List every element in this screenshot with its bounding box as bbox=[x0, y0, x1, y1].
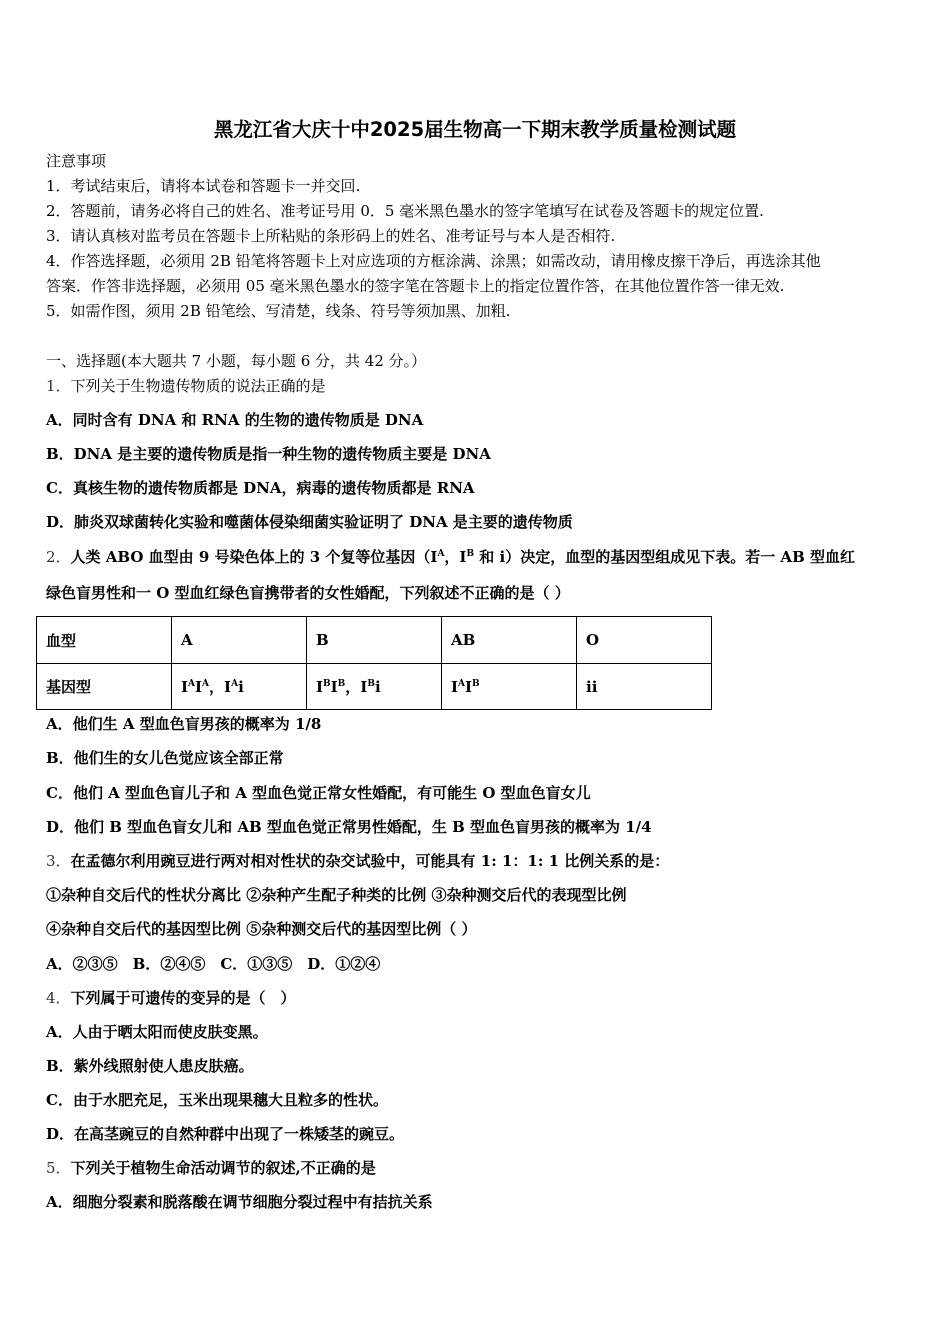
question-number: 4． bbox=[46, 989, 71, 1007]
table-cell: ii bbox=[577, 664, 712, 710]
q5-option-a: A．细胞分裂素和脱落酸在调节细胞分裂过程中有拮抗关系 bbox=[46, 1193, 433, 1211]
gene-sup: B bbox=[337, 679, 346, 689]
table-cell: O bbox=[577, 617, 712, 664]
gene-sup: A bbox=[202, 679, 210, 689]
question-text: 在孟德尔利用豌豆进行两对相对性状的杂交试验中，可能具有 1: 1：1: 1 比例关系的是： bbox=[70, 852, 670, 870]
gene-symbol: I bbox=[224, 678, 232, 696]
table-cell bbox=[442, 664, 577, 710]
gene-symbol: I bbox=[316, 678, 324, 696]
table-cell bbox=[307, 664, 442, 710]
gene-symbol: I bbox=[330, 678, 338, 696]
gene-sup: A bbox=[231, 679, 239, 689]
q2-option-c: C．他们 A 型血色盲儿子和 A 型血色觉正常女性婚配，有可能生 O 型血色盲女儿 bbox=[46, 784, 591, 802]
question-number: 5． bbox=[46, 1159, 71, 1177]
q2-sup: A bbox=[437, 549, 445, 559]
q2-stem-part: ，I bbox=[444, 548, 467, 566]
question-3-line-3: ④杂种自交后代的基因型比例 ⑤杂种测交后代的基因型比例（ ） bbox=[46, 920, 477, 938]
q2-sup: B bbox=[466, 549, 475, 559]
gene-symbol: I bbox=[465, 677, 473, 696]
notice-line: 5．如需作图，须用 2B 铅笔绘、写清楚，线条、符号等须加黑、加粗. bbox=[46, 302, 511, 320]
q2-option-d: D．他们 B 型血色盲女儿和 AB 型血色觉正常男性婚配，生 B 型血色盲男孩的概率为 1/4 bbox=[46, 818, 652, 836]
notice-line: 4．作答选择题，必须用 2B 铅笔将答题卡上对应选项的方框涂满、涂黑；如需改动，请用橡皮擦干净后，再选涂其他 bbox=[46, 252, 821, 270]
question-5-stem bbox=[46, 1158, 376, 1178]
q2-option-b: B．他们生的女儿色觉应该全部正常 bbox=[46, 749, 284, 767]
separator: ， bbox=[345, 678, 361, 696]
gene-sup: B bbox=[472, 678, 480, 689]
table-cell: 基因型 bbox=[37, 664, 172, 710]
question-number: 1． bbox=[46, 377, 71, 395]
notice-line: 3．请认真核对监考员在答题卡上所粘贴的条形码上的姓名、准考证号与本人是否相符. bbox=[46, 227, 616, 245]
question-3-line-2: ①杂种自交后代的性状分离比 ②杂种产生配子种类的比例 ③杂种测交后代的表现型比例 bbox=[46, 886, 627, 904]
table-cell bbox=[172, 664, 307, 710]
gene-sup: B bbox=[367, 679, 375, 689]
question-text: 下列关于植物生命活动调节的叙述,不正确的是 bbox=[70, 1159, 376, 1177]
q4-option-c: C．由于水肥充足，玉米出现果穗大且粒多的性状。 bbox=[46, 1091, 388, 1109]
q1-option-a: A．同时含有 DNA 和 RNA 的生物的遗传物质是 DNA bbox=[46, 411, 424, 429]
gene-symbol: i bbox=[374, 678, 381, 696]
gene-symbol: I bbox=[360, 678, 368, 696]
notice-line: 2．答题前，请务必将自己的姓名、准考证号用 0．5 毫米黑色墨水的签字笔填写在试卷及答题卡的规定位置. bbox=[46, 202, 764, 220]
question-text: 下列关于生物遗传物质的说法正确的是 bbox=[70, 377, 326, 395]
blood-type-table bbox=[36, 616, 712, 710]
table-row bbox=[37, 617, 712, 664]
q4-option-b: B．紫外线照射使人患皮肤癌。 bbox=[46, 1057, 254, 1075]
notice-line: 答案．作答非选择题，必须用 05 毫米黑色墨水的签字笔在答题卡上的指定位置作答，在其他位置作答一律无效. bbox=[46, 277, 785, 295]
q2-stem-part: 和 i）决定，血型的基因型组成见下表。若一 AB 型血红 bbox=[474, 548, 855, 566]
gene-symbol: I bbox=[195, 678, 203, 696]
gene-symbol: I bbox=[451, 677, 459, 696]
q4-option-d: D．在高茎豌豆的自然种群中出现了一株矮茎的豌豆。 bbox=[46, 1125, 405, 1143]
q2-stem-part: 人类 ABO 血型由 9 号染色体上的 3 个复等位基因（I bbox=[70, 548, 438, 566]
question-number: 2． bbox=[46, 548, 71, 566]
table-cell: A bbox=[172, 617, 307, 664]
table-row bbox=[37, 664, 712, 710]
question-4-stem bbox=[46, 988, 296, 1008]
q4-option-a: A．人由于晒太阳而使皮肤变黑。 bbox=[46, 1023, 268, 1041]
section-heading: 一、选择题(本大题共 7 小题，每小题 6 分，共 42 分。） bbox=[46, 352, 427, 370]
question-text: 下列属于可遗传的变异的是（ ） bbox=[70, 989, 296, 1007]
question-3-stem bbox=[46, 851, 669, 871]
question-number: 3． bbox=[46, 852, 71, 870]
q2-option-a: A．他们生 A 型血色盲男孩的概率为 1/8 bbox=[46, 715, 322, 733]
q1-option-b: B．DNA 是主要的遗传物质是指一种生物的遗传物质主要是 DNA bbox=[46, 445, 491, 463]
notice-heading: 注意事项 bbox=[46, 152, 107, 170]
notice-line: 1．考试结束后，请将本试卷和答题卡一并交回. bbox=[46, 177, 361, 195]
table-cell: AB bbox=[442, 617, 577, 664]
gene-symbol: i bbox=[238, 678, 244, 696]
table-cell: B bbox=[307, 617, 442, 664]
question-2-stem-2: 绿色盲男性和一 O 型血红绿色盲携带者的女性婚配，下列叙述不正确的是（ ） bbox=[46, 584, 570, 602]
gene-sup: B bbox=[323, 679, 331, 689]
q1-option-c: C．真核生物的遗传物质都是 DNA，病毒的遗传物质都是 RNA bbox=[46, 479, 475, 497]
table-cell: 血型 bbox=[37, 617, 172, 664]
q3-options: A．②③⑤ B．②④⑤ C．①③⑤ D．①②④ bbox=[46, 955, 381, 973]
question-1-stem bbox=[46, 376, 326, 396]
separator: ， bbox=[209, 678, 225, 696]
gene-symbol: I bbox=[181, 678, 189, 696]
gene-sup: A bbox=[188, 679, 196, 689]
q1-option-d: D．肺炎双球菌转化实验和噬菌体侵染细菌实验证明了 DNA 是主要的遗传物质 bbox=[46, 513, 573, 531]
question-2-stem bbox=[46, 547, 855, 567]
gene-sup: A bbox=[458, 678, 466, 689]
page-title: 黑龙江省大庆十中2025届生物高一下期末教学质量检测试题 bbox=[213, 118, 737, 141]
